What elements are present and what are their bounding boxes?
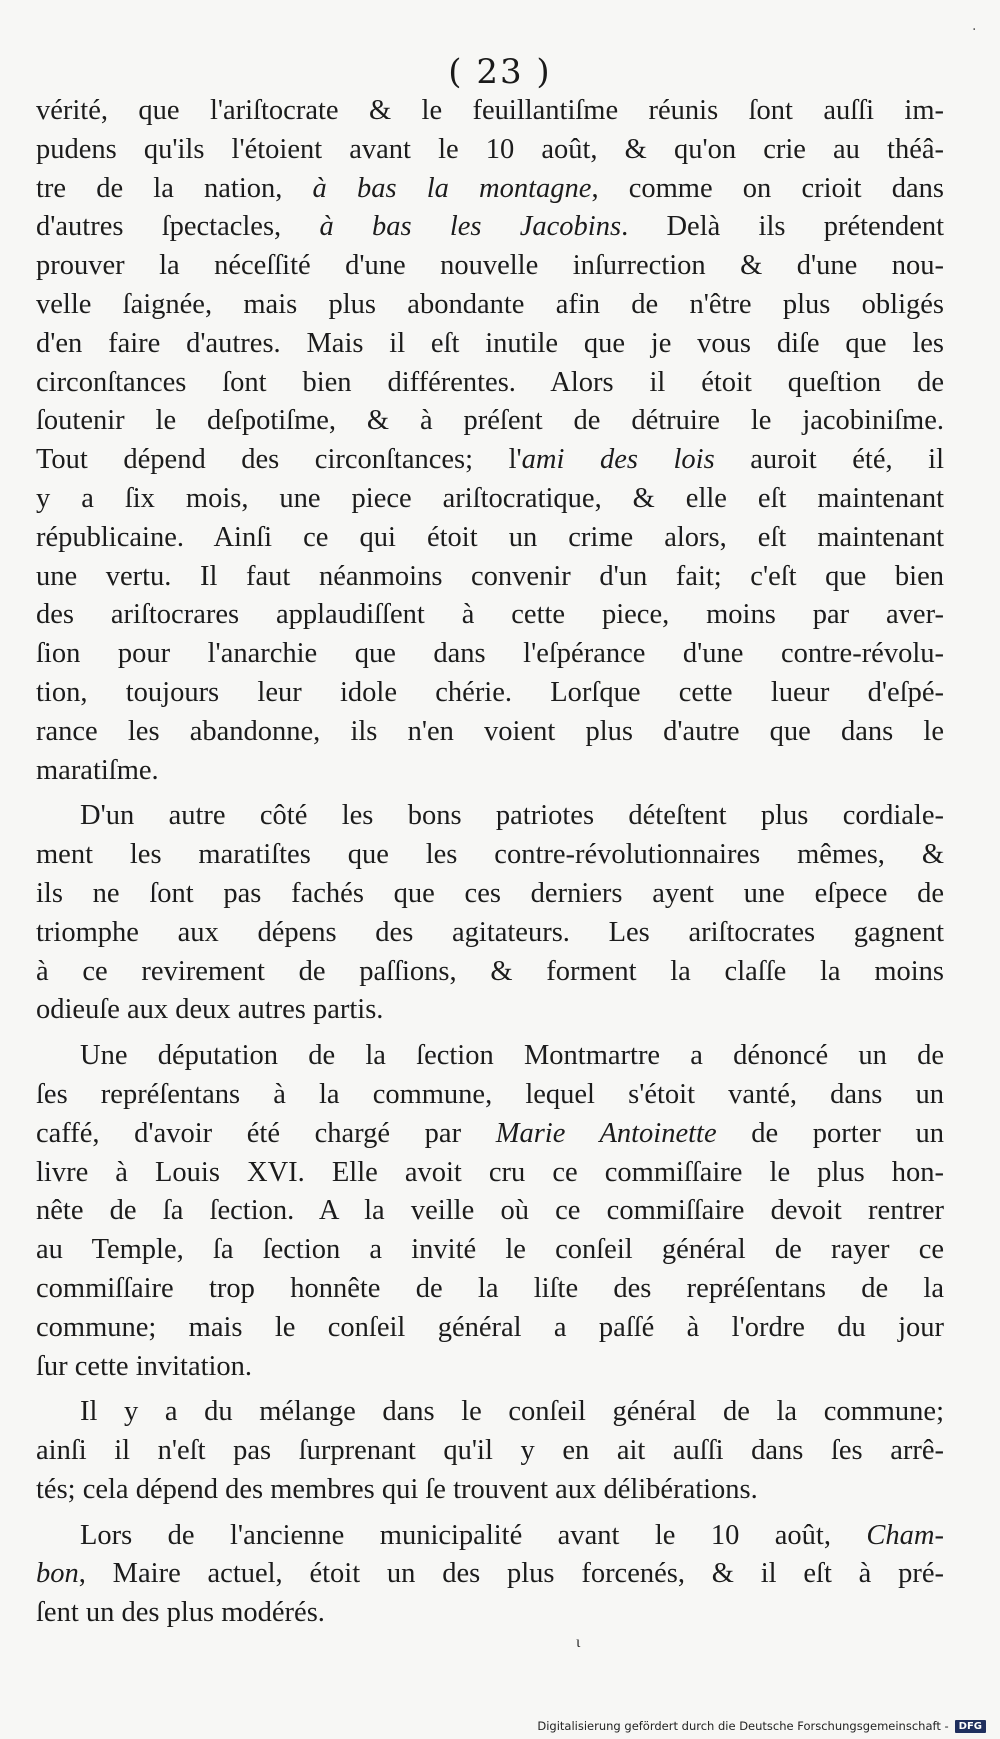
text-line: commune; mais le conſeil général a paſſé à l'ordre du jour (36, 1311, 944, 1343)
text-line: Une députation de la ſection Montmartre a dénoncé un de (80, 1040, 944, 1072)
paragraph-gap (36, 1386, 944, 1393)
text-line: circonſtances ſont bien différentes. Alors il étoit queſtion de (36, 366, 944, 398)
text-line: des ariſtocrares applaudiſſent à cette piece, moins par aver- (36, 599, 944, 631)
stray-mark: ι (576, 1634, 581, 1651)
text-line: vérité, que l'ariſtocrate & le feuillantiſme réunis ſont auſſi im- (36, 95, 944, 126)
text-line: pudens qu'ils l'étoient avant le 10 août, & qu'on crie au théâ- (36, 133, 944, 165)
paragraph-4 (36, 1393, 944, 1509)
text-line: ils ne ſont pas fachés que ces derniers ayent une eſpece de (36, 877, 944, 909)
text-line: tés; cela dépend des membres qui ſe trouvent aux délibérations. (36, 1473, 758, 1505)
digitization-footer (537, 1719, 986, 1733)
paragraph-3 (36, 1037, 944, 1386)
text-line: ſion pour l'anarchie que dans l'eſpérance d'une contre-révolu- (36, 638, 944, 670)
funding-credit: Digitalisierung gefördert durch die Deutsche Forschungsgemeinschaft - (537, 1719, 949, 1733)
text-line: tre de la nation, à bas la montagne, comme on crioit dans (36, 172, 944, 204)
text-line: livre à Louis XVI. Elle avoit cru ce commiſſaire le plus hon- (36, 1156, 944, 1188)
text-line: bon, Maire actuel, étoit un des plus forcenés, & il eſt à pré- (36, 1558, 944, 1590)
text-line: odieuſe aux deux autres partis. (36, 994, 384, 1026)
paragraph-gap (36, 1510, 944, 1517)
page-number: ( 23 ) (448, 52, 552, 92)
text-line: ſent un des plus modérés. (36, 1597, 325, 1629)
text-line: nête de ſa ſection. A la veille où ce commiſſaire devoit rentrer (36, 1195, 944, 1227)
paragraph-2 (36, 797, 944, 1030)
text-line: prouver la néceſſité d'une nouvelle inſurrection & d'une nou- (36, 250, 944, 282)
paragraph-gap (36, 1030, 944, 1037)
dfg-logo: DFG (955, 1720, 986, 1733)
text-line: maratiſme. (36, 754, 159, 786)
text-line: une vertu. Il faut néanmoins convenir d'un fait; c'eſt que bien (36, 560, 944, 592)
paragraph-1 (36, 92, 944, 790)
text-line: ainſi il n'eſt pas ſurprenant qu'il y en ait auſſi dans ſes arrê- (36, 1435, 944, 1467)
text-line: à ce revirement de paſſions, & forment la claſſe la moins (36, 955, 944, 987)
text-line: tion, toujours leur idole chérie. Lorſque cette lueur d'eſpé- (36, 676, 944, 708)
text-line: Tout dépend des circonſtances; l'ami des lois auroit été, il (36, 444, 945, 476)
text-line: velle ſaignée, mais plus abondante afin de n'être plus obligés (36, 288, 944, 320)
text-line: ment les maratiſtes que les contre-révolutionnaires mêmes, & (36, 839, 944, 871)
text-line: d'en faire d'autres. Mais il eſt inutile que je vous diſe que les (36, 327, 944, 359)
text-line: ſur cette invitation. (36, 1350, 253, 1382)
body-text (36, 92, 944, 1633)
text-line: caffé, d'avoir été chargé par Marie Antoinette de porter un (36, 1117, 944, 1149)
text-line: républicaine. Ainſi ce qui étoit un crime alors, eſt maintenant (36, 521, 944, 553)
text-line: au Temple, ſa ſection a invité le conſeil général de rayer ce (36, 1234, 944, 1266)
text-line: rance les abandonne, ils n'en voient plus d'autre que dans le (36, 715, 944, 747)
text-line: y a ſix mois, une piece ariſtocratique, & elle eſt maintenant (36, 482, 944, 514)
paragraph-gap (36, 790, 944, 797)
paragraph-5 (36, 1517, 944, 1633)
text-line: ſes repréſentans à la commune, lequel s'étoit vanté, dans un (36, 1078, 944, 1110)
text-line: d'autres ſpectacles, à bas les Jacobins. Delà ils prétendent (36, 211, 945, 243)
text-line: Lors de l'ancienne municipalité avant le 10 août, Cham- (80, 1519, 944, 1551)
text-line: ſoutenir le deſpotiſme, & à préſent de détruire le jacobiniſme. (36, 405, 944, 437)
text-line: D'un autre côté les bons patriotes déteſtent plus cordiale- (80, 800, 944, 832)
text-line: commiſſaire trop honnête de la liſte des repréſentans de la (36, 1272, 944, 1304)
text-line: Il y a du mélange dans le conſeil général de la commune; (80, 1396, 944, 1428)
corner-smudge-icon: · (972, 22, 977, 38)
text-line: triomphe aux dépens des agitateurs. Les ariſtocrates gagnent (36, 916, 944, 948)
